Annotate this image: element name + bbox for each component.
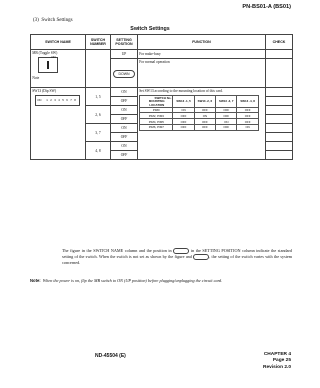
sw13-pos: ON	[111, 106, 138, 115]
mounting-header-row	[140, 95, 259, 107]
sw13-check	[266, 124, 293, 133]
sw13-pos: OFF	[111, 97, 138, 106]
dip-switch-diagram	[35, 95, 80, 106]
footer-chapter: CHAPTER 4	[263, 352, 291, 357]
footer-doc-id: ND-45504 (E)	[95, 353, 126, 359]
mounting-val: OFF	[173, 113, 194, 119]
toggle-switch-diagram	[38, 54, 58, 73]
explanation-paragraph	[62, 248, 292, 266]
mounting-val: ON	[237, 124, 258, 130]
sw13-check	[266, 151, 293, 160]
mounting-row	[140, 124, 259, 130]
header-row	[31, 35, 293, 50]
mounting-val: OFF	[237, 113, 258, 119]
mounting-header: SW13 -1, 5	[173, 95, 194, 107]
sw13-number-4-8: 4, 8	[86, 142, 111, 160]
section-number: (3)	[33, 18, 39, 23]
sw13-pos: OFF	[111, 115, 138, 124]
mounting-val: OFF	[194, 119, 215, 125]
sw13-pos: OFF	[111, 133, 138, 142]
mounting-val: OFF	[237, 119, 258, 125]
note-paragraph	[30, 278, 292, 284]
toggle-on-label: ON	[51, 54, 56, 59]
section-title: Switch Settings	[41, 18, 73, 23]
footer-revision: Revision 2.0	[263, 364, 291, 370]
sw13-pos: ON	[111, 142, 138, 151]
mounting-val: OFF	[194, 107, 215, 113]
mb-position-down-cell	[111, 59, 138, 88]
sw13-check	[266, 97, 293, 106]
mounting-val: OFF	[216, 124, 237, 130]
sw13-check	[266, 106, 293, 115]
sw13-pos: ON	[111, 88, 138, 97]
col-setting-position: SETTING POSITION	[111, 35, 138, 50]
mounting-val: OFF	[173, 119, 194, 125]
dip-digit: 1	[46, 97, 48, 102]
toggle-lever-icon	[47, 61, 48, 69]
footer-page: Page 25	[272, 358, 291, 364]
mounting-loc: PIM2, PIM3	[140, 113, 173, 119]
dip-digit: 8	[74, 97, 76, 102]
sw13-number-1-5: 1, 5	[86, 88, 111, 106]
sw13-check	[266, 115, 293, 124]
dip-on-label: ON	[37, 97, 42, 102]
sw13-row	[31, 88, 293, 97]
note-text: When the power is on, flip the MB switch to ON (UP position) before plugging/unplugging the circuit card.	[42, 278, 223, 283]
mounting-val: OFF	[237, 107, 258, 113]
mounting-val: OFF	[194, 124, 215, 130]
mb-note: Note	[32, 75, 40, 80]
mb-check-down	[266, 59, 293, 88]
mounting-val: OFF	[216, 107, 237, 113]
sw13-name-cell	[31, 88, 86, 160]
mb-check-up	[266, 50, 293, 59]
mb-function-down: For normal operation	[138, 59, 266, 88]
note-label: Note:	[30, 278, 41, 283]
corner-switch-no: SWITCH No.	[154, 95, 172, 100]
col-function: FUNCTION	[138, 35, 266, 50]
mounting-loc: PIM6, PIM7	[140, 124, 173, 130]
mb-name: MB (Toggle SW)	[32, 50, 58, 55]
mounting-val: ON	[194, 113, 215, 119]
mb-name-cell	[31, 50, 86, 88]
paragraph-part-3: , the setting of the switch varies with the system concerned.	[62, 254, 292, 266]
dip-digit: 2	[50, 97, 52, 102]
footer-page-info	[263, 352, 291, 371]
col-switch-number: SWITCH NUMBER	[86, 35, 111, 50]
mounting-header: SW13 -3, 7	[216, 95, 237, 107]
sw13-function-text: Set SW13 according to the mounting location of this card.	[139, 88, 223, 93]
mounting-header: SW13 -2, 6	[194, 95, 215, 107]
dip-digit: 4	[58, 97, 60, 102]
sw13-pos: OFF	[111, 151, 138, 160]
table-title: Switch Settings	[130, 26, 170, 32]
down-position-pill: DOWN	[113, 70, 134, 78]
mounting-loc: PIM4, PIM5	[140, 119, 173, 125]
dip-digit: 5	[62, 97, 64, 102]
sw13-function-cell	[138, 88, 266, 160]
paragraph-part-1: The figure in the SWITCH NAME column and the position in	[62, 248, 172, 253]
sw13-number-2-6: 2, 6	[86, 106, 111, 124]
mb-row-up	[31, 50, 293, 59]
mounting-header: SW13 -4, 8	[237, 95, 258, 107]
mounting-val: ON	[173, 107, 194, 113]
paragraph-part-2: in the SETTING POSITION column indicate the standard setting of the switch. When the switch is not set as shown by the figure and	[62, 248, 292, 260]
mounting-loc: PIM0	[140, 107, 173, 113]
corner-mounting-location: MOUNTING LOCATION	[148, 98, 165, 107]
mounting-val: OFF	[173, 124, 194, 130]
mb-position-up: UP	[111, 50, 138, 59]
dip-digit: 7	[70, 97, 72, 102]
sw13-pos: ON	[111, 124, 138, 133]
col-switch-name: SWITCH NAME	[31, 35, 86, 50]
sw13-number-3-7: 3, 7	[86, 124, 111, 142]
document-id: PN-BS01-A (BS01)	[242, 4, 291, 10]
sw13-check	[266, 88, 293, 97]
mounting-val: ON	[216, 119, 237, 125]
mb-number-cell	[86, 50, 111, 88]
dip-digit: 3	[54, 97, 56, 102]
sw13-name: SW13 (Dip SW)	[32, 88, 57, 93]
mounting-location-table	[139, 95, 259, 131]
section-heading	[33, 18, 73, 23]
sw13-check	[266, 142, 293, 151]
switch-settings-table	[30, 34, 293, 160]
mounting-corner	[140, 95, 173, 107]
col-check: CHECK	[266, 35, 293, 50]
dip-digit: 6	[66, 97, 68, 102]
position-pill-icon	[193, 254, 209, 260]
mb-function-up: For make-busy	[138, 50, 266, 59]
mounting-val: OFF	[216, 113, 237, 119]
sw13-check	[266, 133, 293, 142]
